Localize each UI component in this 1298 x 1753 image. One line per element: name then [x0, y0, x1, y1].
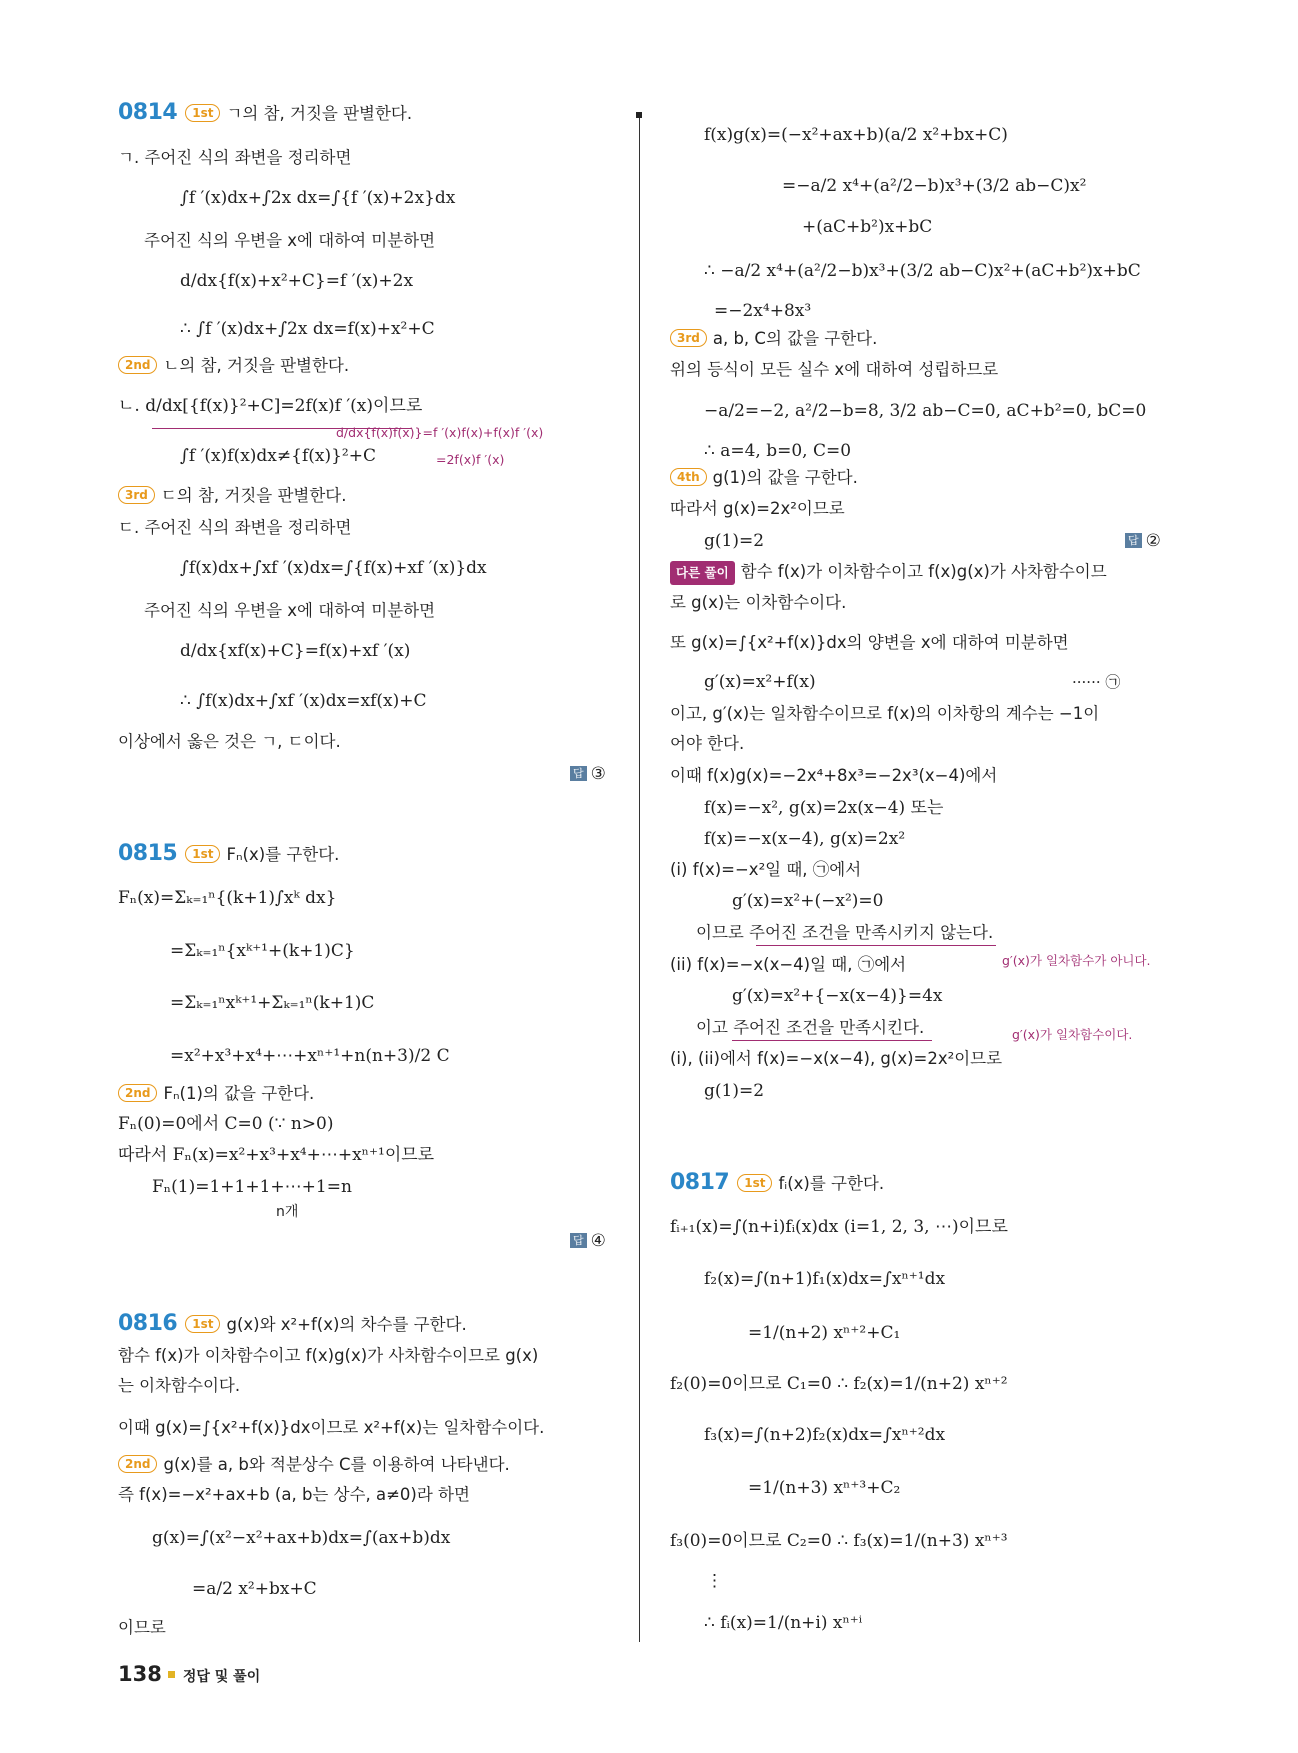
- math-line: =x²+x³+x⁴+⋯+xⁿ⁺¹+n(n+3)/2 C: [170, 1046, 450, 1066]
- alt-text: 함수 f(x)가 이차함수이고 f(x)g(x)가 사차함수이므: [740, 562, 1107, 581]
- math-line: 따라서 Fₙ(x)=x²+x³+x⁴+⋯+xⁿ⁺¹이므로: [118, 1145, 435, 1165]
- answer-value: ③: [590, 764, 606, 784]
- text-line: ㄱ. 주어진 식의 좌변을 정리하면: [118, 148, 352, 167]
- math-line: d/dx{xf(x)+C}=f(x)+xf ′(x): [180, 641, 411, 661]
- answer-icon: 답: [570, 766, 587, 781]
- text-line: 이고, g′(x)는 일차함수이므로 f(x)의 이차항의 계수는 −1이: [670, 704, 1100, 723]
- underline: [732, 1040, 932, 1041]
- math-line: =1/(n+3) xⁿ⁺³+C₂: [748, 1478, 901, 1498]
- text-line: 또 g(x)=∫{x²+f(x)}dx의 양변을 x에 대하여 미분하면: [670, 633, 1069, 652]
- step-badge: 3rd: [118, 486, 155, 504]
- problem-0814-header: [118, 102, 412, 125]
- step-badge: 4th: [670, 468, 707, 486]
- underline: [756, 945, 996, 946]
- text-line: 따라서 g(x)=2x²이므로: [670, 499, 845, 518]
- math-line: ∫f ′(x)f(x)dx≠{f(x)}²+C: [180, 446, 376, 466]
- equation-tag: ······ ㉠: [1072, 673, 1121, 691]
- step-row: [118, 1083, 314, 1105]
- math-line: ㄴ. d/dx[{f(x)}²+C]=2f(x)f ′(x)이므로: [118, 396, 423, 416]
- math-line: f(x)g(x)=(−x²+ax+b)(a/2 x²+bx+C): [704, 125, 1008, 145]
- step-text: Fₙ(x)를 구한다.: [226, 845, 340, 864]
- math-line: ∴ ∫f(x)dx+∫xf ′(x)dx=xf(x)+C: [180, 691, 427, 711]
- math-line: f₃(0)=0이므로 C₂=0 ∴ f₃(x)=1/(n+3) xⁿ⁺³: [670, 1531, 1008, 1551]
- step-row: [670, 467, 858, 489]
- step-text: fᵢ(x)를 구한다.: [778, 1174, 885, 1193]
- math-line: =Σₖ₌₁ⁿxᵏ⁺¹+Σₖ₌₁ⁿ(k+1)C: [170, 993, 375, 1013]
- answer-value: ④: [590, 1231, 606, 1251]
- annotation-note: =2f(x)f ′(x): [436, 452, 505, 467]
- math-line: −a/2=−2, a²/2−b=8, 3/2 ab−C=0, aC+b²=0, bC=0: [704, 401, 1147, 421]
- brace-label: n개: [276, 1204, 299, 1220]
- step-badge: 2nd: [118, 1455, 157, 1473]
- math-line: ∴ fᵢ(x)=1/(n+i) xⁿ⁺ⁱ: [704, 1613, 863, 1633]
- math-line: ∴ a=4, b=0, C=0: [704, 441, 852, 461]
- step-text: ㄷ의 참, 거짓을 판별한다.: [160, 486, 347, 505]
- math-line: f(x)=−x², g(x)=2x(x−4) 또는: [704, 798, 944, 818]
- text-line: 주어진 식의 우변을 x에 대하여 미분하면: [144, 601, 436, 620]
- answer-icon: 답: [570, 1233, 587, 1248]
- text-line: 이때 g(x)=∫{x²+f(x)}dx이므로 x²+f(x)는 일차함수이다.: [118, 1418, 545, 1437]
- step-badge: 3rd: [670, 329, 707, 347]
- step-badge: 1st: [185, 845, 220, 863]
- math-line: =−a/2 x⁴+(a²/2−b)x³+(3/2 ab−C)x²: [782, 176, 1087, 196]
- step-text: g(x)를 a, b와 적분상수 C를 이용하여 나타낸다.: [163, 1455, 510, 1474]
- text-line: 함수 f(x)가 이차함수이고 f(x)g(x)가 사차함수이므로 g(x): [118, 1346, 539, 1365]
- column-divider: [639, 112, 640, 1642]
- math-line: g′(x)=x²+(−x²)=0: [732, 891, 884, 911]
- step-text: Fₙ(1)의 값을 구한다.: [163, 1084, 315, 1103]
- text-line: 이상에서 옳은 것은 ㄱ, ㄷ이다.: [118, 732, 341, 751]
- annotation-note: g′(x)가 일차함수가 아니다.: [1002, 953, 1151, 968]
- text-line: 즉 f(x)=−x²+ax+b (a, b는 상수, a≠0)라 하면: [118, 1485, 470, 1504]
- step-row: [118, 485, 346, 507]
- math-line: d/dx{f(x)+x²+C}=f ′(x)+2x: [180, 271, 414, 291]
- step-row: [118, 1454, 510, 1476]
- divider-marker: [636, 112, 642, 118]
- math-line: ∫f(x)dx+∫xf ′(x)dx=∫{f(x)+xf ′(x)}dx: [180, 558, 487, 578]
- math-line: ∴ ∫f ′(x)dx+∫2x dx=f(x)+x²+C: [180, 319, 435, 339]
- step-row: [670, 328, 877, 350]
- step-text: g(1)의 값을 구한다.: [712, 468, 858, 487]
- math-line: f₂(x)=∫(n+1)f₁(x)dx=∫xⁿ⁺¹dx: [704, 1269, 946, 1289]
- vertical-ellipsis: ⋮: [706, 1571, 723, 1591]
- step-text: ㄴ의 참, 거짓을 판별한다.: [163, 356, 350, 375]
- step-row: [118, 355, 349, 377]
- text-line: 어야 한다.: [670, 734, 745, 753]
- math-line: Fₙ(1)=1+1+1+⋯+1=n: [152, 1177, 352, 1197]
- answer: [570, 1230, 606, 1252]
- text-line: ㄷ. 주어진 식의 좌변을 정리하면: [118, 518, 352, 537]
- answer-icon: 답: [1125, 533, 1142, 548]
- step-badge: 2nd: [118, 356, 157, 374]
- text-line: 이므로 주어진 조건을 만족시키지 않는다.: [696, 923, 994, 942]
- text-line: 이고 주어진 조건을 만족시킨다.: [696, 1018, 925, 1037]
- problem-number: 0815: [118, 841, 178, 866]
- annotation-note: g′(x)가 일차함수이다.: [1012, 1027, 1133, 1042]
- math-line: f(x)=−x(x−4), g(x)=2x²: [704, 829, 906, 849]
- answer-value: ②: [1145, 531, 1161, 551]
- math-line: g′(x)=x²+f(x): [704, 672, 816, 692]
- problem-number: 0817: [670, 1170, 730, 1195]
- math-line: fᵢ₊₁(x)=∫(n+i)fᵢ(x)dx (i=1, 2, 3, ⋯)이므로: [670, 1217, 1008, 1237]
- step-badge: 1st: [737, 1174, 772, 1192]
- math-line: ∫f ′(x)dx+∫2x dx=∫{f ′(x)+2x}dx: [180, 188, 456, 208]
- math-line: =1/(n+2) xⁿ⁺²+C₁: [748, 1323, 901, 1343]
- math-line: +(aC+b²)x+bC: [802, 217, 933, 237]
- text-line: 이므로: [118, 1618, 166, 1637]
- page-footer: [118, 1662, 260, 1686]
- math-line: g(x)=∫(x²−x²+ax+b)dx=∫(ax+b)dx: [152, 1528, 451, 1548]
- answer: [1125, 530, 1161, 552]
- text-line: (ii) f(x)=−x(x−4)일 때, ㉠에서: [670, 955, 907, 974]
- math-line: ∴ −a/2 x⁴+(a²/2−b)x³+(3/2 ab−C)x²+(aC+b²)x+bC: [704, 261, 1141, 281]
- problem-0815-header: [118, 843, 339, 866]
- math-line: Fₙ(0)=0에서 C=0 (∵ n>0): [118, 1114, 334, 1134]
- math-line: f₃(x)=∫(n+2)f₂(x)dx=∫xⁿ⁺²dx: [704, 1425, 946, 1445]
- problem-number: 0816: [118, 1311, 178, 1336]
- math-line: =−2x⁴+8x³: [714, 301, 812, 321]
- step-badge: 1st: [185, 1315, 220, 1333]
- text-line: [670, 561, 1107, 585]
- step-text: g(x)와 x²+f(x)의 차수를 구한다.: [226, 1315, 467, 1334]
- step-badge: 1st: [185, 104, 220, 122]
- math-line: =Σₖ₌₁ⁿ{xᵏ⁺¹+(k+1)C}: [170, 941, 355, 961]
- step-text: ㄱ의 참, 거짓을 판별한다.: [226, 104, 413, 123]
- step-badge: 2nd: [118, 1084, 157, 1102]
- text-line: 로 g(x)는 이차함수이다.: [670, 593, 847, 612]
- footer-label: 정답 및 풀이: [182, 1669, 261, 1685]
- problem-0817-header: [670, 1172, 884, 1195]
- math-line: f₂(0)=0이므로 C₁=0 ∴ f₂(x)=1/(n+2) xⁿ⁺²: [670, 1374, 1008, 1394]
- text-line: 위의 등식이 모든 실수 x에 대하여 성립하므로: [670, 360, 999, 379]
- math-line: =a/2 x²+bx+C: [192, 1579, 317, 1599]
- math-line: g(1)=2: [704, 531, 765, 551]
- step-text: a, b, C의 값을 구한다.: [712, 329, 878, 348]
- math-line: g′(x)=x²+{−x(x−4)}=4x: [732, 986, 943, 1006]
- annotation-note: d/dx{f(x)f(x)}=f ′(x)f(x)+f(x)f ′(x): [336, 425, 544, 440]
- text-line: 주어진 식의 우변을 x에 대하여 미분하면: [144, 231, 436, 250]
- text-line: (i), (ii)에서 f(x)=−x(x−4), g(x)=2x²이므로: [670, 1049, 1003, 1068]
- text-line: (i) f(x)=−x²일 때, ㉠에서: [670, 860, 862, 879]
- math-line: Fₙ(x)=Σₖ₌₁ⁿ{(k+1)∫xᵏ dx}: [118, 888, 337, 908]
- problem-number: 0814: [118, 100, 178, 125]
- problem-0816-header: [118, 1313, 467, 1336]
- alt-solution-badge: 다른 풀이: [670, 561, 735, 585]
- text-line: 는 이차함수이다.: [118, 1376, 241, 1395]
- math-line: g(1)=2: [704, 1081, 765, 1101]
- answer: [570, 763, 606, 785]
- page-number: 138: [118, 1662, 162, 1686]
- text-line: 이때 f(x)g(x)=−2x⁴+8x³=−2x³(x−4)에서: [670, 766, 998, 785]
- footer-square-icon: [168, 1671, 175, 1678]
